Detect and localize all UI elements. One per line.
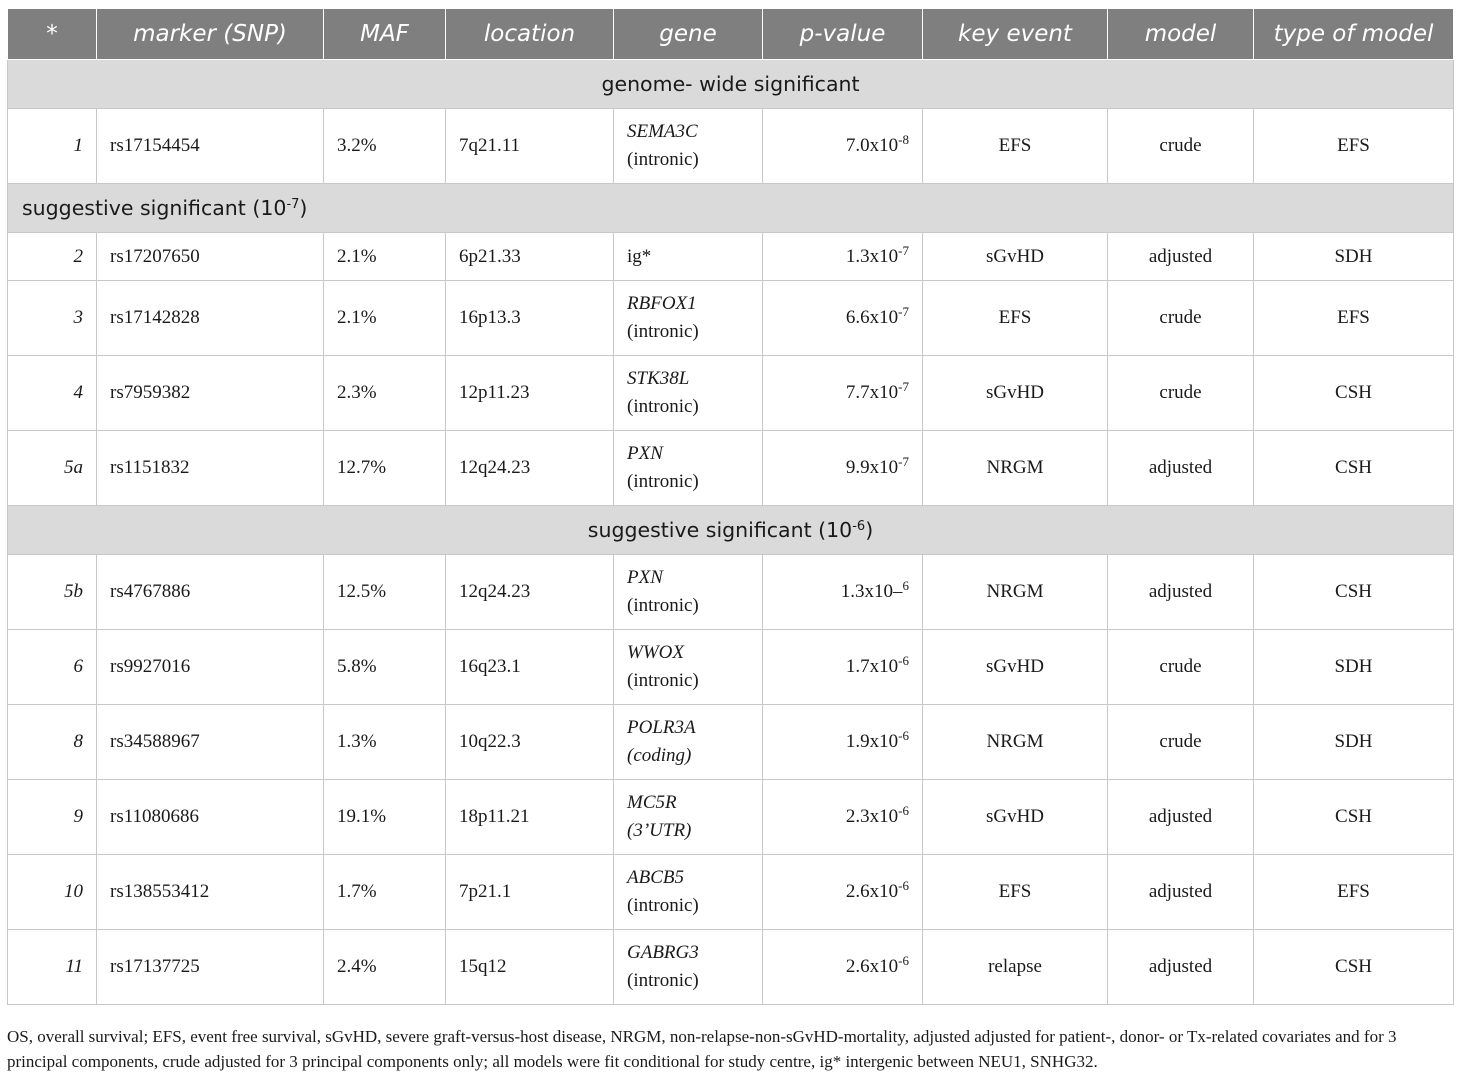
p-value-base: 7.7x10 [845, 382, 899, 403]
cell-marker: rs17137725 [97, 930, 324, 1005]
gene-annotation: (intronic) [627, 670, 699, 691]
section-exponent: -6 [852, 519, 866, 534]
cell-index: 5a [8, 431, 97, 506]
p-value-exponent: -7 [898, 454, 909, 469]
p-value-exponent: -8 [898, 132, 909, 147]
cell-marker: rs11080686 [97, 780, 324, 855]
gene-annotation: (intronic) [627, 970, 699, 991]
p-value-exponent: -7 [898, 242, 909, 258]
cell-type-of-model: CSH [1254, 780, 1454, 855]
cell-gene [614, 281, 763, 356]
gene-name: GABRG3 [627, 942, 699, 963]
header-row [8, 9, 1454, 60]
gene-name: SEMA3C [627, 121, 698, 142]
cell-p-value [763, 855, 923, 930]
p-value-base: 1.3x10– [840, 581, 903, 602]
cell-type-of-model: CSH [1254, 555, 1454, 630]
cell-p-value [763, 233, 923, 281]
cell-index: 5b [8, 555, 97, 630]
section-label-close: ) [865, 518, 874, 542]
cell-maf: 1.3% [324, 705, 446, 780]
cell-maf: 2.1% [324, 281, 446, 356]
header-type-of-model: type of model [1254, 9, 1454, 60]
cell-p-value [763, 630, 923, 705]
gene-name: PXN [627, 443, 663, 464]
table-row [8, 555, 1454, 630]
cell-location: 7q21.11 [446, 109, 614, 184]
cell-key-event: EFS [923, 281, 1108, 356]
cell-p-value [763, 705, 923, 780]
p-value-exponent: -6 [898, 803, 909, 818]
cell-key-event: EFS [923, 855, 1108, 930]
table-footnote: OS, overall survival; EFS, event free survival, sGvHD, severe graft-versus-host disease, NRGM, non-relapse-non-sGvHD-mortality, adjusted adjusted for patient-, donor- or Tx-related covariates and for 3 principal components, crude adjusted for 3 principal components only; all models were fit conditional for study centre, ig* intergenic between NEU1, SNHG32. [7, 1027, 1397, 1071]
p-value-base: 9.9x10 [845, 457, 899, 478]
cell-gene [614, 630, 763, 705]
cell-maf: 3.2% [324, 109, 446, 184]
p-value-base: 2.6x10 [845, 881, 899, 902]
cell-marker: rs9927016 [97, 630, 324, 705]
cell-p-value [763, 281, 923, 356]
cell-maf: 2.1% [324, 233, 446, 281]
p-value-exponent: 6 [902, 578, 909, 593]
cell-index: 8 [8, 705, 97, 780]
section-row [8, 184, 1454, 233]
section-row [8, 506, 1454, 555]
cell-location: 18p11.21 [446, 780, 614, 855]
cell-marker: rs34588967 [97, 705, 324, 780]
cell-key-event: NRGM [923, 431, 1108, 506]
cell-index: 9 [8, 780, 97, 855]
cell-maf: 1.7% [324, 855, 446, 930]
gene-name: MC5R [627, 792, 677, 813]
cell-location: 16q23.1 [446, 630, 614, 705]
cell-marker: rs7959382 [97, 356, 324, 431]
table-row [8, 855, 1454, 930]
header-marker: marker (SNP) [97, 9, 324, 60]
gene-annotation: (intronic) [627, 471, 699, 492]
cell-index: 11 [8, 930, 97, 1005]
cell-model: crude [1108, 630, 1254, 705]
cell-gene [614, 930, 763, 1005]
gene-annotation: (intronic) [627, 595, 699, 616]
cell-marker: rs1151832 [97, 431, 324, 506]
cell-location: 7p21.1 [446, 855, 614, 930]
cell-p-value [763, 555, 923, 630]
cell-maf: 5.8% [324, 630, 446, 705]
section-label [8, 184, 1454, 233]
cell-key-event: EFS [923, 109, 1108, 184]
gene-name: PXN [627, 567, 663, 588]
section-label-close: ) [299, 196, 308, 220]
cell-index: 3 [8, 281, 97, 356]
section-label-text: genome- wide significant [601, 72, 860, 96]
p-value-base: 7.0x10 [845, 135, 899, 156]
p-value-base: 6.6x10 [845, 307, 899, 328]
p-value-exponent: -6 [898, 953, 909, 968]
cell-type-of-model: EFS [1254, 855, 1454, 930]
cell-type-of-model: EFS [1254, 109, 1454, 184]
cell-gene [614, 780, 763, 855]
cell-gene [614, 233, 763, 281]
cell-p-value [763, 356, 923, 431]
p-value-base: 1.7x10 [845, 656, 899, 677]
gene-name: WWOX [627, 642, 684, 663]
gene-annotation: (intronic) [627, 321, 699, 342]
gene-annotation: (coding) [627, 745, 692, 766]
snp-results-table [7, 8, 1454, 1005]
cell-type-of-model: SDH [1254, 233, 1454, 281]
cell-maf: 12.7% [324, 431, 446, 506]
gene-annotation: (intronic) [627, 149, 699, 170]
cell-p-value [763, 431, 923, 506]
cell-p-value [763, 109, 923, 184]
section-label-text: suggestive significant (10 [587, 518, 853, 542]
cell-location: 12q24.23 [446, 431, 614, 506]
p-value-exponent: -7 [898, 379, 909, 394]
section-label [8, 60, 1454, 109]
table-row [8, 930, 1454, 1005]
cell-location: 10q22.3 [446, 705, 614, 780]
cell-maf: 12.5% [324, 555, 446, 630]
cell-model: crude [1108, 109, 1254, 184]
gene-name: STK38L [627, 368, 690, 389]
cell-type-of-model: SDH [1254, 630, 1454, 705]
table-row [8, 281, 1454, 356]
cell-marker: rs4767886 [97, 555, 324, 630]
cell-maf: 2.3% [324, 356, 446, 431]
table-row [8, 109, 1454, 184]
p-value-base: 2.3x10 [845, 806, 899, 827]
p-value-base: 2.6x10 [845, 956, 899, 977]
cell-type-of-model: EFS [1254, 281, 1454, 356]
cell-gene [614, 855, 763, 930]
cell-index: 4 [8, 356, 97, 431]
p-value-base: 1.9x10 [845, 731, 899, 752]
gene-name: RBFOX1 [627, 293, 697, 314]
cell-maf: 19.1% [324, 780, 446, 855]
table-row [8, 780, 1454, 855]
cell-model: adjusted [1108, 855, 1254, 930]
gene-name: POLR3A [627, 717, 696, 738]
cell-index: 10 [8, 855, 97, 930]
cell-location: 12p11.23 [446, 356, 614, 431]
cell-type-of-model: CSH [1254, 431, 1454, 506]
cell-marker: rs17142828 [97, 281, 324, 356]
cell-marker: rs17154454 [97, 109, 324, 184]
table-body [8, 60, 1454, 1005]
cell-location: 6p21.33 [446, 233, 614, 281]
section-label [8, 506, 1454, 555]
cell-type-of-model: CSH [1254, 356, 1454, 431]
table-row [8, 431, 1454, 506]
cell-marker: rs17207650 [97, 233, 324, 281]
gene-name: ABCB5 [627, 867, 684, 888]
cell-marker: rs138553412 [97, 855, 324, 930]
cell-p-value [763, 780, 923, 855]
cell-model: adjusted [1108, 233, 1254, 281]
cell-type-of-model: CSH [1254, 930, 1454, 1005]
header-model: model [1108, 9, 1254, 60]
cell-key-event: sGvHD [923, 780, 1108, 855]
header-key-event: key event [923, 9, 1108, 60]
cell-key-event: sGvHD [923, 630, 1108, 705]
header-gene: gene [614, 9, 763, 60]
cell-model: adjusted [1108, 930, 1254, 1005]
section-row [8, 60, 1454, 109]
gene-annotation: (intronic) [627, 396, 699, 417]
cell-key-event: sGvHD [923, 233, 1108, 281]
cell-key-event: sGvHD [923, 356, 1108, 431]
header-p-value: p-value [763, 9, 923, 60]
p-value-exponent: -6 [898, 728, 909, 743]
cell-model: adjusted [1108, 431, 1254, 506]
cell-model: adjusted [1108, 555, 1254, 630]
p-value-base: 1.3x10 [845, 245, 899, 267]
p-value-exponent: -7 [898, 304, 909, 319]
cell-model: adjusted [1108, 780, 1254, 855]
cell-gene [614, 555, 763, 630]
cell-index: 1 [8, 109, 97, 184]
section-label-text: suggestive significant (10 [22, 196, 287, 220]
table-row [8, 630, 1454, 705]
table-row [8, 356, 1454, 431]
section-exponent: -7 [286, 197, 300, 212]
cell-type-of-model: SDH [1254, 705, 1454, 780]
p-value-exponent: -6 [898, 878, 909, 893]
cell-model: crude [1108, 281, 1254, 356]
cell-location: 15q12 [446, 930, 614, 1005]
cell-key-event: relapse [923, 930, 1108, 1005]
cell-gene [614, 356, 763, 431]
cell-gene [614, 109, 763, 184]
header-maf: MAF [324, 9, 446, 60]
gene-annotation: (3’UTR) [627, 820, 692, 841]
header-location: location [446, 9, 614, 60]
cell-p-value [763, 930, 923, 1005]
gene-annotation: (intronic) [627, 895, 699, 916]
cell-maf: 2.4% [324, 930, 446, 1005]
cell-gene [614, 431, 763, 506]
cell-key-event: NRGM [923, 555, 1108, 630]
cell-gene [614, 705, 763, 780]
cell-key-event: NRGM [923, 705, 1108, 780]
cell-model: crude [1108, 705, 1254, 780]
header-index: * [8, 9, 97, 60]
table-row [8, 233, 1454, 281]
cell-index: 6 [8, 630, 97, 705]
p-value-exponent: -6 [898, 653, 909, 668]
table-row [8, 705, 1454, 780]
cell-location: 12q24.23 [446, 555, 614, 630]
cell-model: crude [1108, 356, 1254, 431]
cell-index: 2 [8, 233, 97, 281]
cell-location: 16p13.3 [446, 281, 614, 356]
gene-name: ig* [627, 245, 652, 267]
